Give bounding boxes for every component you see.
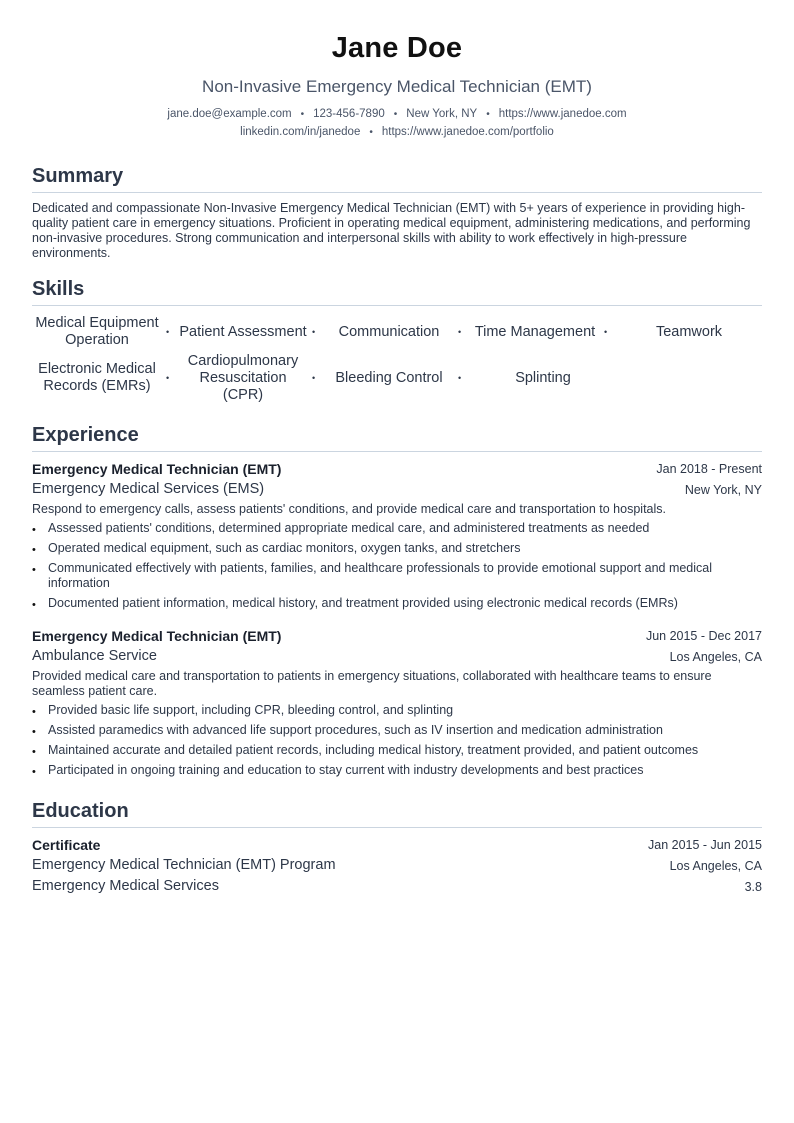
job-bullet-list	[32, 521, 762, 616]
skills-heading: Skills	[32, 278, 85, 300]
bullet-marker: •	[32, 726, 36, 738]
contact-location: New York, NY	[406, 108, 478, 120]
skill-separator: •	[166, 327, 170, 337]
job-title: Emergency Medical Technician (EMT)	[32, 628, 282, 644]
skill-separator: •	[458, 373, 462, 383]
skill-item: Cardiopulmonary Resuscitation (CPR)	[187, 352, 299, 403]
skill-item: Medical Equipment Operation	[35, 315, 159, 348]
skill-item: Bleeding Control	[335, 369, 443, 386]
section-divider	[32, 305, 762, 306]
job-bullet-list	[32, 703, 762, 783]
contact-separator: •	[369, 127, 373, 138]
skills-row-1	[32, 307, 762, 357]
list-item: • Operated medical equipment, such as cardiac monitors, oxygen tanks, and stretchers	[32, 541, 521, 556]
contact-separator: •	[393, 109, 398, 120]
job-dates: Jan 2018 - Present	[656, 462, 762, 476]
list-item: • Participated in ongoing training and education to stay current with industry developments and best practices	[32, 763, 644, 778]
skill-item: Splinting	[515, 369, 571, 386]
job-location: Los Angeles, CA	[669, 650, 762, 664]
list-item: • Provided basic life support, including CPR, bleeding control, and splinting	[32, 703, 454, 718]
education-degree: Certificate	[32, 837, 101, 853]
job-location: New York, NY	[684, 483, 762, 497]
bullet-marker: •	[32, 766, 36, 778]
skill-separator: •	[604, 327, 608, 337]
contact-linkedin[interactable]: linkedin.com/in/janedoe	[240, 126, 361, 138]
section-divider	[32, 827, 762, 828]
skill-item: Electronic Medical Records (EMRs)	[38, 361, 156, 394]
contact-email[interactable]: jane.doe@example.com	[167, 108, 292, 120]
contact-website[interactable]: https://www.janedoe.com	[498, 108, 627, 120]
education-program: Emergency Medical Technician (EMT) Program	[32, 857, 336, 873]
skill-item: Communication	[338, 323, 440, 340]
skill-item: Patient Assessment	[179, 323, 307, 340]
skill-separator: •	[312, 373, 316, 383]
education-institution: Emergency Medical Services	[32, 878, 219, 894]
job-organization: Emergency Medical Services (EMS)	[32, 481, 265, 497]
education-dates: Jan 2015 - Jun 2015	[648, 838, 762, 852]
list-item: • Assessed patients' conditions, determined appropriate medical care, and administered treatments as needed	[32, 521, 650, 536]
contact-separator: •	[486, 109, 490, 120]
section-divider	[32, 192, 762, 193]
education-heading: Education	[32, 800, 129, 822]
experience-heading: Experience	[32, 424, 139, 446]
skill-separator: •	[166, 373, 170, 383]
job-dates: Jun 2015 - Dec 2017	[645, 629, 762, 643]
job-organization: Ambulance Service	[32, 648, 157, 664]
bullet-marker: •	[32, 564, 36, 576]
list-item: • Assisted paramedics with advanced life support procedures, such as IV insertion and medication administration	[32, 723, 663, 738]
contact-portfolio[interactable]: https://www.janedoe.com/portfolio	[381, 126, 554, 138]
contact-line-1	[32, 108, 762, 120]
skill-item: Teamwork	[655, 323, 723, 340]
contact-line-2	[32, 126, 762, 138]
list-item: • Maintained accurate and detailed patient records, including medical history, treatment provided, and patient outcomes	[32, 743, 699, 758]
candidate-name: Jane Doe	[331, 32, 463, 64]
bullet-marker: •	[32, 746, 36, 758]
bullet-marker: •	[32, 706, 36, 718]
bullet-marker: •	[32, 544, 36, 556]
job-description: Respond to emergency calls, assess patients' conditions, and provide medical care and transportation to hospitals.	[32, 502, 666, 516]
section-divider	[32, 451, 762, 452]
skills-row-2	[32, 353, 762, 403]
job-description: Provided medical care and transportation to patients in emergency situations, collaborated with healthcare teams to ensure seamless patient care.	[32, 669, 712, 698]
education-location: Los Angeles, CA	[669, 859, 762, 873]
list-item: • Documented patient information, medical history, and treatment provided using electronic medical records (EMRs)	[32, 596, 678, 611]
bullet-marker: •	[32, 524, 36, 536]
list-item: • Communicated effectively with patients, families, and healthcare professionals to provide emotional support and medical information	[32, 561, 713, 590]
skill-item: Time Management	[474, 323, 596, 340]
summary-heading: Summary	[32, 165, 124, 187]
job-title: Emergency Medical Technician (EMT)	[32, 461, 282, 477]
summary-text: Dedicated and compassionate Non-Invasive Emergency Medical Technician (EMT) with 5+ years of experience in providing high-quality patient care in emergency situations. Proficient in operating medical equipment, administering medications, and performing non-invasive procedures. Strong communication and interpersonal skills with ability to work effectively in high-pressure environments.	[32, 201, 751, 260]
education-gpa: 3.8	[744, 880, 762, 894]
skill-separator: •	[312, 327, 316, 337]
bullet-marker: •	[32, 599, 36, 611]
contact-separator: •	[300, 109, 305, 120]
contact-phone[interactable]: 123-456-7890	[313, 108, 385, 120]
candidate-role: Non-Invasive Emergency Medical Technician (EMT)	[202, 77, 592, 96]
skill-separator: •	[458, 327, 462, 337]
